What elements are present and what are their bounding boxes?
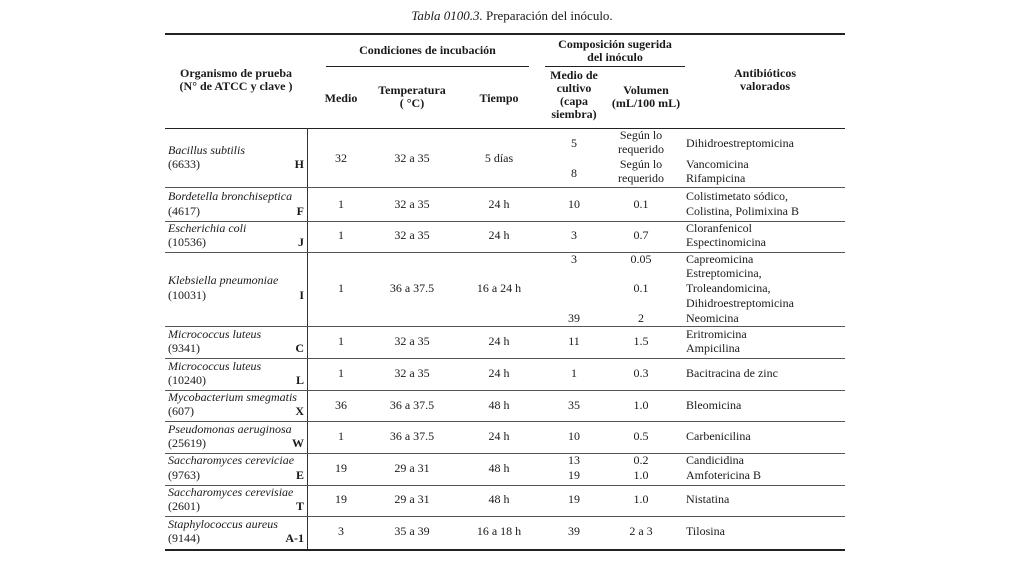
cultivo-value: 1 <box>571 366 577 380</box>
antibiotico: Neomicina <box>686 311 739 325</box>
volumen-value: 0.05 <box>630 252 652 266</box>
tiempo-value: 24 h <box>488 228 510 242</box>
tiempo-value: 16 a 24 h <box>476 281 522 295</box>
header-temperatura: Temperatura ( °C) <box>378 83 446 110</box>
antibiotico: Amfotericina B <box>686 468 761 482</box>
organism-name: Micrococcus luteus <box>168 327 262 341</box>
header-medio: Medio <box>324 91 358 105</box>
antibiotico: Tilosina <box>686 524 725 538</box>
medio-value: 1 <box>338 197 344 211</box>
header-antibioticos: Antibióticos valorados <box>733 66 796 93</box>
antibiotico: Bacitracina de zinc <box>686 366 778 380</box>
volumen-value: 2 a 3 <box>629 524 653 538</box>
antibiotico: Troleandomicina, <box>686 281 771 295</box>
clave: H <box>294 157 304 171</box>
temperatura-value: 32 a 35 <box>394 228 430 242</box>
cultivo-value: 19 <box>568 468 580 482</box>
organism-name: Escherichia coli <box>168 221 247 235</box>
tiempo-value: 48 h <box>488 398 510 412</box>
clave: A-1 <box>285 531 304 545</box>
atcc-number: (2601) <box>168 499 200 513</box>
tiempo-value: 24 h <box>488 366 510 380</box>
medio-value: 1 <box>338 281 344 295</box>
volumen-value: 1.0 <box>633 398 649 412</box>
antibiotico: Carbenicilina <box>686 429 751 443</box>
condiciones-rule <box>326 66 529 67</box>
medio-value: 1 <box>338 366 344 380</box>
antibiotico: Espectinomicina <box>686 235 766 249</box>
atcc-number: (607) <box>168 404 194 418</box>
bottom-rule <box>165 549 845 551</box>
tiempo-value: 24 h <box>488 334 510 348</box>
cultivo-value: 39 <box>568 524 580 538</box>
antibiotico: Eritromicina <box>686 327 747 341</box>
clave: T <box>295 499 304 513</box>
organism-name: Bacillus subtilis <box>168 143 246 157</box>
volumen-value: 1.5 <box>633 334 649 348</box>
volumen-value: Según lo <box>619 128 663 142</box>
volumen-value: 1.0 <box>633 468 649 482</box>
medio-value: 32 <box>335 151 347 165</box>
cultivo-value: 11 <box>568 334 580 348</box>
caption-label: Tabla 0100.3. <box>411 8 483 23</box>
clave: F <box>296 204 304 218</box>
organism-name: Klebsiella pneumoniae <box>168 273 279 287</box>
medio-value: 19 <box>335 461 347 475</box>
atcc-number: (10536) <box>168 235 206 249</box>
atcc-number: (9763) <box>168 468 200 482</box>
temperatura-value: 29 a 31 <box>394 461 430 475</box>
antibiotico: Nistatina <box>686 492 730 506</box>
atcc-number: (10031) <box>168 288 206 302</box>
header-organismo: Organismo de prueba (N° de ATCC y clave ) <box>179 66 293 93</box>
volumen-value: 0.1 <box>633 197 649 211</box>
row-separator <box>165 187 845 188</box>
atcc-number: (9341) <box>168 341 200 355</box>
temperatura-value: 36 a 37.5 <box>389 398 435 412</box>
organism-name: Mycobacterium smegmatis <box>168 390 297 404</box>
temperatura-value: 32 a 35 <box>394 366 430 380</box>
clave: C <box>295 341 304 355</box>
cultivo-value: 10 <box>568 197 580 211</box>
clave: W <box>292 436 304 450</box>
antibiotico: Dihidroestreptomicina <box>686 136 794 150</box>
caption-text: Preparación del inóculo. <box>485 8 613 23</box>
volumen-value: Según lo <box>619 157 663 171</box>
tiempo-value: 48 h <box>488 461 510 475</box>
volumen-value: requerido <box>618 142 664 156</box>
volumen-value: 0.7 <box>633 228 649 242</box>
medio-value: 3 <box>338 524 344 538</box>
atcc-number: (4617) <box>168 204 200 218</box>
medio-value: 36 <box>335 398 347 412</box>
antibiotico: Capreomicina <box>686 252 754 266</box>
temperatura-value: 32 a 35 <box>394 151 430 165</box>
medio-value: 1 <box>338 334 344 348</box>
header-medio-cultivo: Medio de cultivo (capa siembra) <box>550 68 598 121</box>
cultivo-value: 5 <box>571 136 577 150</box>
cultivo-value: 13 <box>568 453 580 467</box>
cultivo-value: 19 <box>568 492 580 506</box>
atcc-number: (9144) <box>168 531 200 545</box>
organism-name: Pseudomonas aeruginosa <box>168 422 292 436</box>
clave: I <box>299 288 304 302</box>
volumen-value: 0.2 <box>633 453 649 467</box>
composicion-rule <box>545 66 685 67</box>
cultivo-value: 3 <box>571 252 577 266</box>
header-composicion: Composición sugerida del inóculo <box>558 37 672 64</box>
antibiotico: Rifampicina <box>686 171 746 185</box>
medio-value: 19 <box>335 492 347 506</box>
cultivo-value: 8 <box>571 166 577 180</box>
antibiotico: Dihidroestreptomicina <box>686 296 794 310</box>
volumen-value: requerido <box>618 171 664 185</box>
cultivo-value: 35 <box>568 398 580 412</box>
volumen-value: 0.5 <box>633 429 649 443</box>
temperatura-value: 29 a 31 <box>394 492 430 506</box>
organism-name: Saccharomyces cereviciae <box>168 453 295 467</box>
organism-name: Micrococcus luteus <box>168 359 262 373</box>
atcc-number: (25619) <box>168 436 206 450</box>
header-tiempo: Tiempo <box>479 91 519 105</box>
atcc-number: (10240) <box>168 373 206 387</box>
antibiotico: Bleomicina <box>686 398 742 412</box>
top-rule <box>165 33 845 35</box>
organism-name: Bordetella bronchiseptica <box>168 189 293 203</box>
antibiotico: Cloranfenicol <box>686 221 752 235</box>
volumen-value: 1.0 <box>633 492 649 506</box>
table-caption <box>0 8 1024 24</box>
temperatura-value: 36 a 37.5 <box>389 429 435 443</box>
antibiotico: Colistina, Polimixina B <box>686 204 800 218</box>
tiempo-value: 24 h <box>488 429 510 443</box>
tiempo-value: 5 días <box>484 151 514 165</box>
antibiotico: Ampicilina <box>686 341 740 355</box>
cultivo-value: 39 <box>568 311 580 325</box>
medio-value: 1 <box>338 228 344 242</box>
antibiotico: Vancomicina <box>686 157 749 171</box>
cultivo-value: 3 <box>571 228 577 242</box>
clave: E <box>295 468 304 482</box>
tiempo-value: 16 a 18 h <box>476 524 522 538</box>
medio-value: 1 <box>338 429 344 443</box>
organism-name: Saccharomyces cerevisiae <box>168 485 294 499</box>
cultivo-value: 10 <box>568 429 580 443</box>
clave: L <box>295 373 304 387</box>
tiempo-value: 48 h <box>488 492 510 506</box>
antibiotico: Candicidina <box>686 453 744 467</box>
atcc-number: (6633) <box>168 157 200 171</box>
volumen-value: 0.1 <box>633 281 649 295</box>
temperatura-value: 32 a 35 <box>394 334 430 348</box>
tiempo-value: 24 h <box>488 197 510 211</box>
temperatura-value: 36 a 37.5 <box>389 281 435 295</box>
header-rule <box>165 128 845 129</box>
volumen-value: 2 <box>638 311 644 325</box>
header-condiciones: Condiciones de incubación <box>359 43 496 57</box>
header-volumen: Volumen (mL/100 mL) <box>611 83 681 110</box>
volumen-value: 0.3 <box>633 366 649 380</box>
row-separator <box>165 358 845 359</box>
temperatura-value: 35 a 39 <box>394 524 430 538</box>
antibiotico: Estreptomicina, <box>686 266 762 280</box>
temperatura-value: 32 a 35 <box>394 197 430 211</box>
clave: X <box>295 404 304 418</box>
antibiotico: Colistimetato sódico, <box>686 189 788 203</box>
organism-name: Staphylococcus aureus <box>168 517 278 531</box>
clave: J <box>298 235 304 249</box>
